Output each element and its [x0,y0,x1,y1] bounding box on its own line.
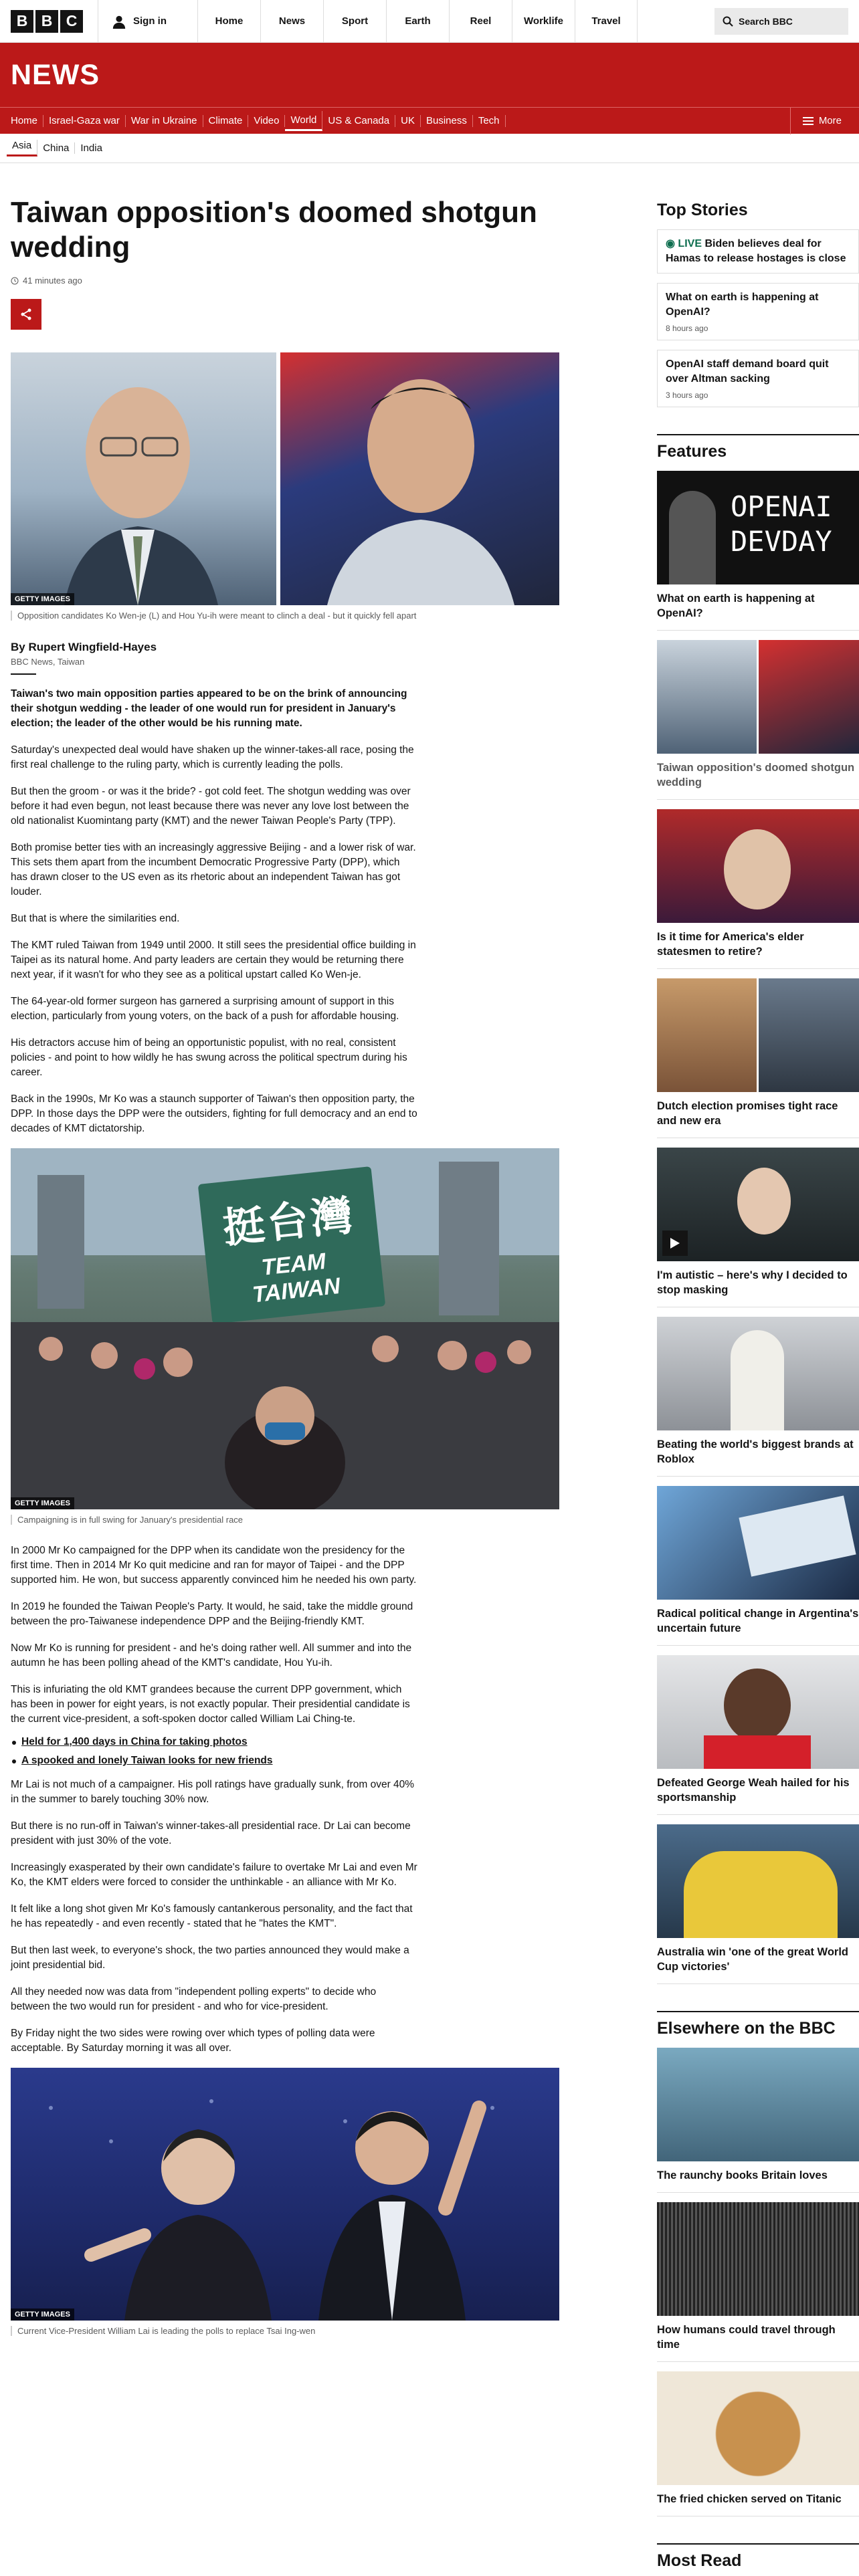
elsewhere-heading: Elsewhere on the BBC [657,2011,859,2038]
sign-in-label: Sign in [133,15,167,27]
person-face [737,1168,791,1235]
ko-wen-je-photo [11,352,276,605]
news-subnav [0,107,859,134]
elsewhere-image [657,2048,859,2161]
top-story-title: What on earth is happening at OpenAI? [666,292,819,318]
play-icon [670,1238,680,1249]
elsewhere-title: The fried chicken served on Titanic [657,2493,842,2505]
feature-image [657,1148,859,1261]
portrait-illustration-2 [280,352,559,605]
paragraph: This is infuriating the old KMT grandees because the current DPP government, which has been in power for eight years, is not exactly popular. Their presidential candidate is the current vice-president, a soft-spoken doctor called William Lai Ching-te. [11,1684,410,1725]
red-shirt [704,1735,811,1769]
news-banner [0,43,859,107]
subnav-business[interactable]: Business [421,115,473,127]
article-headline: Taiwan opposition's doomed shotgun wedding [11,196,537,263]
elsewhere-title: How humans could travel through time [657,2324,836,2351]
paragraph: His detractors accuse him of being an opportunistic populist, with no real, consistent policies - and point to how wildly he has swung across the political spectrum during his career. [11,1037,407,1078]
feature-title: Beating the world's biggest brands at Roblox [657,1438,854,1465]
subnav-tech[interactable]: Tech [473,115,506,127]
search-input[interactable] [714,8,848,35]
paragraph: But then last week, to everyone's shock, the two parties announced they would make a joint presidential bid. [11,1945,409,1971]
feature-image [657,1824,859,1938]
paragraph: By Friday night the two sides were rowing over which types of polling data were acceptable. By Saturday morning it was all over. [11,2028,375,2054]
paragraph: The KMT ruled Taiwan from 1949 until 2000. It still sees the presidential office building in Taipei as its natural home. And party leaders are certain they would be returning there next year, if it wasn't for who they see as a political upstart called Ko Wen-je. [11,940,416,980]
feature-image [657,809,859,923]
openai-devday-text: OPENAI DEVDAY [731,490,832,558]
subnav-video[interactable]: Video [248,115,285,127]
nav-travel[interactable]: Travel [575,0,638,43]
timestamp [11,276,559,286]
rally-caption: Campaigning is in full swing for January's presidential race [11,1515,559,1525]
elsewhere-card[interactable] [657,2202,859,2362]
timestamp-text: 41 minutes ago [23,276,82,286]
search-icon [723,16,733,27]
hou-yu-ih-photo [280,352,559,605]
menu-icon [803,117,814,125]
elsewhere-title: The raunchy books Britain loves [657,2169,828,2181]
elsewhere-card[interactable] [657,2371,859,2516]
logo-letter-b1: B [11,10,33,33]
feature-title: I'm autistic – here's why I decided to stop masking [657,1269,848,1296]
feature-title: Dutch election promises tight race and new era [657,1100,838,1127]
more-menu-button[interactable] [790,108,854,134]
presenter-figure [669,491,716,584]
feature-image [657,640,859,754]
subnav-home[interactable]: Home [5,115,43,127]
live-label: LIVE [678,238,702,249]
related-link[interactable]: A spooked and lonely Taiwan looks for new friends [21,1755,559,1767]
feature-card[interactable] [657,640,859,800]
article [11,163,559,2571]
feature-card[interactable] [657,1655,859,1815]
sign-in-button[interactable] [98,0,180,43]
thumb-left [657,978,757,1092]
more-label: More [818,115,842,126]
nav-news[interactable]: News [260,0,323,43]
subnav-ukraine[interactable]: War in Ukraine [126,115,203,127]
portrait-illustration [11,352,276,605]
paragraph: Now Mr Ko is running for president - and he's doing rather well. All summer and into the autumn he has been polling ahead of the KMT's candidate, Hou Yu-ih. [11,1642,412,1669]
paragraph: But that is where the similarities end. [11,913,180,924]
nav-earth[interactable]: Earth [386,0,449,43]
global-header [0,0,859,43]
feature-image [657,471,859,584]
team-taiwan-sign [213,1181,371,1311]
lai-tsai-caption: Current Vice-President William Lai is leading the polls to replace Tsai Ing-wen [11,2326,559,2336]
person-figure [731,1330,784,1430]
global-nav [197,0,638,43]
nav-sport[interactable]: Sport [323,0,386,43]
thumb-right [759,640,859,754]
elsewhere-card[interactable] [657,2048,859,2193]
feature-card[interactable] [657,1148,859,1307]
feature-card[interactable] [657,1486,859,1646]
thumb-right [759,978,859,1092]
feature-title: What on earth is happening at OpenAI? [657,593,815,619]
region-india[interactable]: India [80,142,102,154]
feature-card[interactable] [657,978,859,1138]
user-icon [112,14,126,29]
paragraph: In 2000 Mr Ko campaigned for the DPP when its candidate won the presidency for the first time. Then in 2014 Mr Ko quit medicine and ran for mayor of Taipei - and the DPP supported him. He won, but success apparently convinced him he needed his own party. [11,1545,417,1586]
nav-worklife[interactable]: Worklife [512,0,575,43]
person-face [724,1669,791,1742]
top-story-time: 8 hours ago [666,324,708,333]
feature-title: Taiwan opposition's doomed shotgun wedding [657,762,855,788]
lead-paragraph: Taiwan's two main opposition parties appeared to be on the brink of announcing their shotgun wedding - the leader of one would run for president in January's election; the leader of the other would be his running mate. [11,688,407,729]
paragraph: Mr Lai is not much of a campaigner. His poll ratings have gradually sunk, from over 40% in the summer to barely touching 30% now. [11,1779,415,1805]
paragraph: The 64-year-old former surgeon has garnered a surprising amount of support in this election, particularly from young voters, on the back of a push for affordable housing. [11,996,399,1022]
lai-tsai-credit: GETTY IMAGES [11,2309,74,2321]
share-button[interactable] [11,299,41,330]
subnav-uk[interactable]: UK [395,115,421,127]
section-title[interactable]: NEWS [11,58,100,91]
region-asia[interactable]: Asia [7,140,37,156]
related-link[interactable]: Held for 1,400 days in China for taking photos [21,1736,559,1748]
paragraph: It felt like a long shot given Mr Ko's famously cantankerous personality, and the fact that he has repeatedly - and even recently - stated that he "hates the KMT". [11,1903,413,1929]
feature-card[interactable] [657,1824,859,1984]
live-badge [666,238,702,249]
subnav-climate[interactable]: Climate [203,115,249,127]
paragraph: Back in the 1990s, Mr Ko was a staunch supporter of Taiwan's then opposition party, the DPP. In those days the DPP were the outsiders, fighting for full democracy and an end to decades of KMT dictatorship. [11,1093,417,1134]
feature-card[interactable] [657,471,859,631]
byline: By Rupert Wingfield-Hayes [11,641,157,653]
elsewhere-image [657,2202,859,2316]
feature-title: Defeated George Weah hailed for his sportsmanship [657,1777,850,1804]
most-read-heading: Most Read [657,2543,859,2571]
related-links [21,1736,559,1767]
logo-letter-b2: B [35,10,58,33]
hero-credit: GETTY IMAGES [11,593,74,605]
search-placeholder: Search BBC [739,15,793,27]
top-story-title: OpenAI staff demand board quit over Altman sacking [666,358,829,385]
feature-card[interactable] [657,1317,859,1477]
feature-image [657,1655,859,1769]
clock-icon [11,277,19,285]
region-china[interactable]: China [37,142,75,154]
paragraph: But there is no run-off in Taiwan's winner-takes-all presidential race. Dr Lai can become president with just 30% of the vote. [11,1820,411,1846]
biden-face [724,829,791,909]
top-story[interactable] [657,350,859,407]
feature-image [657,978,859,1092]
rally-photo [11,1148,559,1509]
feature-image [657,1486,859,1600]
play-button[interactable] [662,1230,688,1256]
feature-image [657,1317,859,1430]
sign-chinese-text: 挺台灣 [220,1190,358,1253]
top-story[interactable] [657,283,859,340]
paragraph: All they needed now was data from "independent polling experts" to decide who between the two would run for president - and who for vice-president. [11,1986,377,2012]
rally-credit: GETTY IMAGES [11,1497,74,1509]
feature-card[interactable] [657,809,859,969]
paragraph: Both promise better ties with an increasingly aggressive Beijing - and a lower risk of war. This sets them apart from the incumbent Democratic Progressive Party (DPP), which has drawn closer to the US even as its rhetoric about an independent Taiwan has got louder. [11,842,416,897]
byline-divider [11,673,36,675]
feature-title: Australia win 'one of the great World Cup victories' [657,1946,848,1973]
paragraph: But then the groom - or was it the bride? - got cold feet. The shotgun wedding was over before it had even begun, not least because there was never any love lost between the old nationalist Kuomintang party (KMT) and the newer Taiwan People's Party (TPP). [11,786,411,827]
bbc-logo[interactable] [11,10,83,33]
lai-tsai-illustration [11,2068,559,2321]
region-nav [0,134,859,163]
live-icon: ◉ [666,238,675,249]
subnav-world[interactable]: World [285,111,322,131]
top-story[interactable] [657,229,859,274]
paragraph: Saturday's unexpected deal would have shaken up the winner-takes-all race, posing the first real challenge to the ruling party, which is currently leading the polls. [11,744,414,770]
nav-home[interactable]: Home [197,0,260,43]
share-icon [19,308,33,321]
thumb-left [657,640,757,754]
lai-tsai-photo [11,2068,559,2321]
top-story-title: Biden believes deal for Hamas to release hostages is close [666,238,846,264]
hero-image [11,352,559,605]
flag-shape [739,1495,856,1576]
features-heading: Features [657,434,859,461]
top-story-time: 3 hours ago [666,391,708,400]
team-shirts [684,1851,838,1938]
paragraph: Increasingly exasperated by their own candidate's failure to overtake Mr Lai and even Mr Ko, the KMT elders were forced to consider the unthinkable - an alliance with Mr Ko. [11,1862,417,1888]
sign-english-text: TEAM TAIWAN [251,1248,342,1308]
subnav-us-canada[interactable]: US & Canada [322,115,395,127]
sidebar [657,163,859,2571]
subnav-israel-gaza[interactable]: Israel-Gaza war [43,115,126,127]
feature-title: Radical political change in Argentina's uncertain future [657,1608,859,1634]
feature-title: Is it time for America's elder statesmen to retire? [657,931,804,958]
logo-letter-c: C [60,10,83,33]
byline-location: BBC News, Taiwan [11,657,85,667]
elsewhere-image [657,2371,859,2485]
top-stories-heading: Top Stories [657,201,748,219]
hero-caption: Opposition candidates Ko Wen-je (L) and Hou Yu-ih were meant to clinch a deal - but it quickly fell apart [11,611,559,621]
nav-reel[interactable]: Reel [449,0,512,43]
paragraph: In 2019 he founded the Taiwan People's Party. It would, he said, take the middle ground between the pro-Taiwanese independence DPP and the Beijing-friendly KMT. [11,1601,413,1627]
